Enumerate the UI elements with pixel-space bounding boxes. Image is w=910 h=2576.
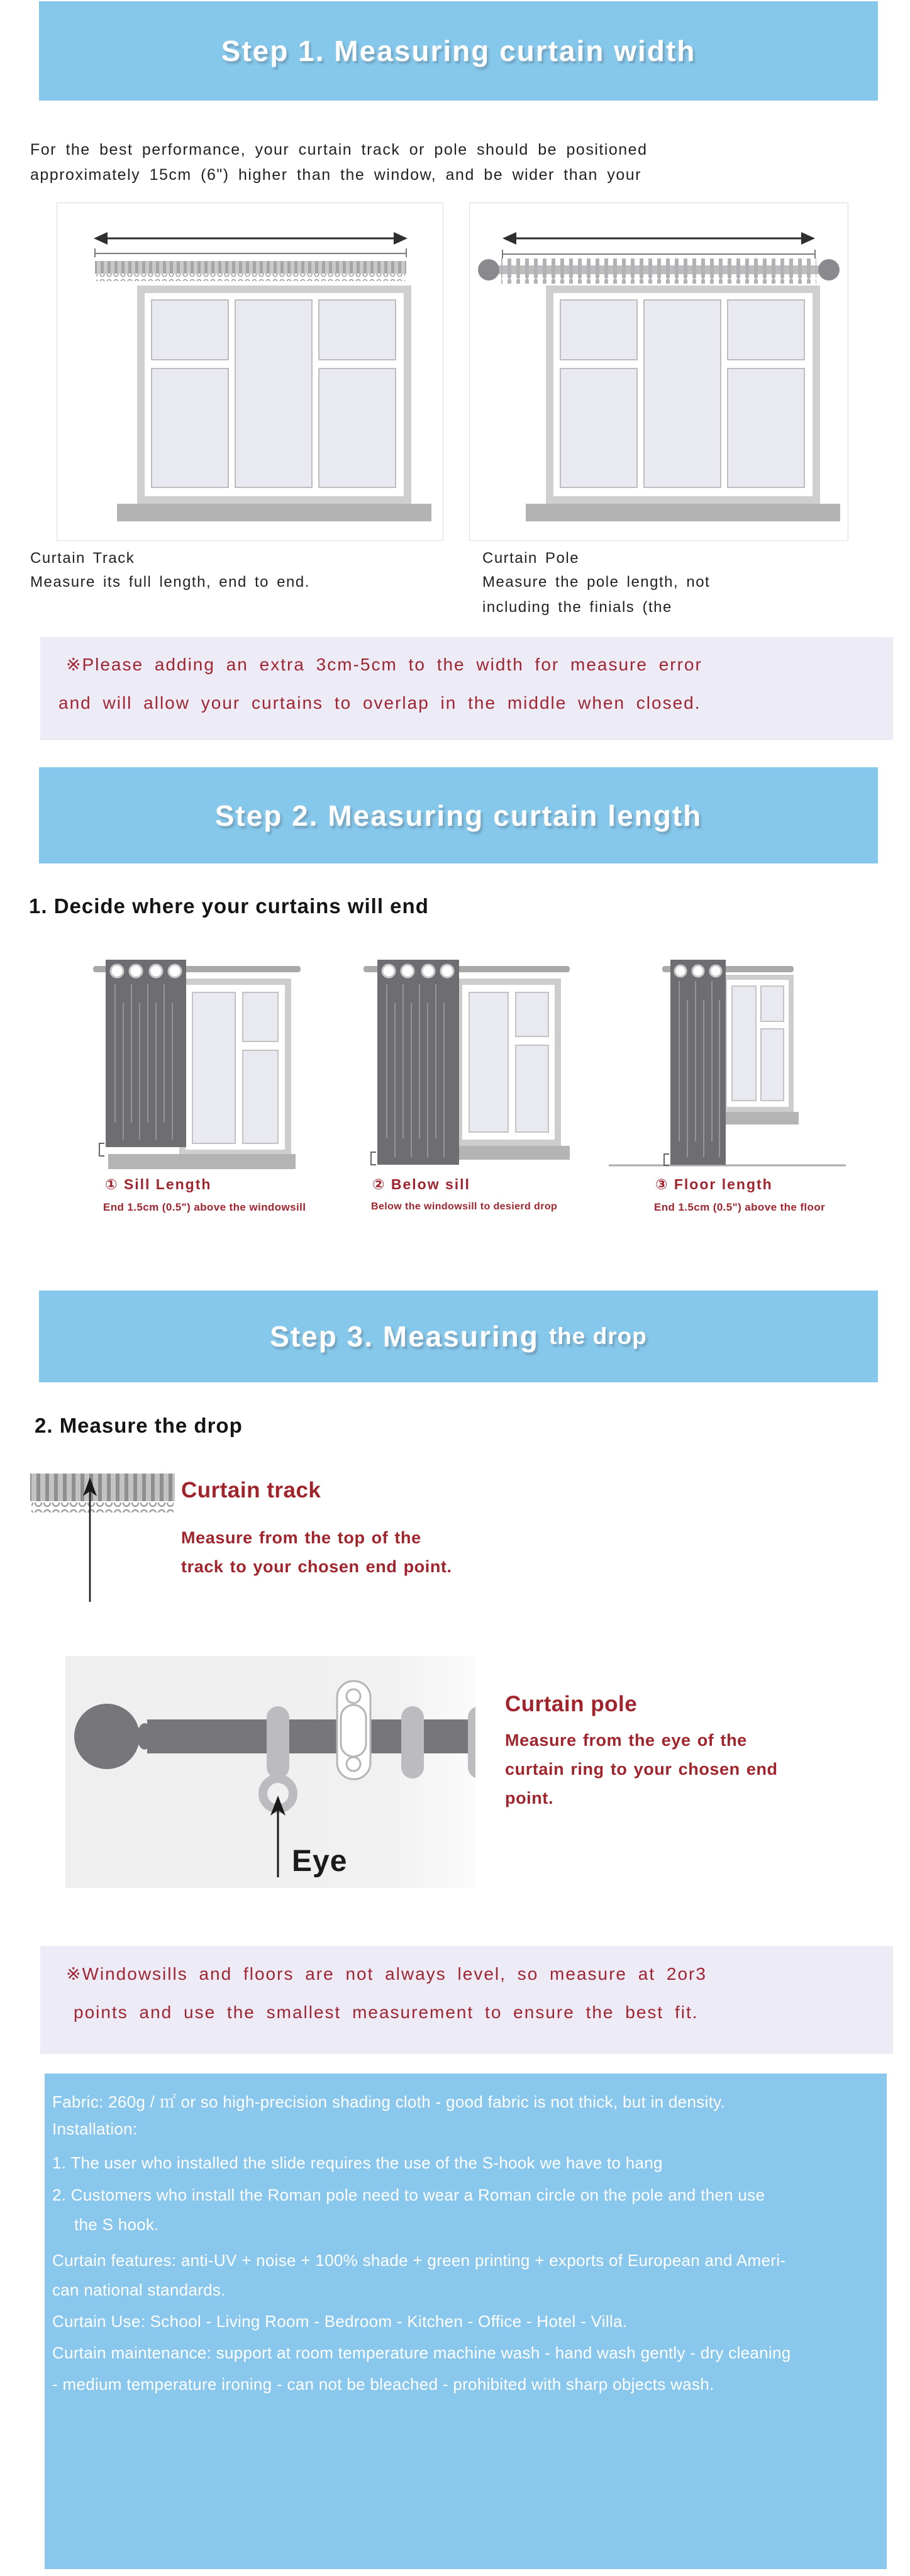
option3-desc: End 1.5cm (0.5") above the floor bbox=[654, 1201, 826, 1213]
detail-maintenance-2: - medium temperature ironing - can not be bleached - prohibited with sharp objects wash. bbox=[52, 2375, 714, 2394]
width-note-box bbox=[40, 637, 893, 740]
width-note-line2: and will allow your curtains to overlap in the middle when closed. bbox=[58, 693, 701, 713]
pole-caption-title: Curtain Pole bbox=[482, 550, 580, 567]
measure-mark bbox=[664, 1154, 669, 1165]
pole-drop-graphic bbox=[65, 1656, 475, 1888]
step1-banner bbox=[39, 1, 878, 101]
detail-use: Curtain Use: School - Living Room - Bedroom - Kitchen - Office - Hotel - Villa. bbox=[52, 2312, 628, 2331]
curtain-track-diagram bbox=[57, 203, 443, 541]
finial-icon bbox=[818, 259, 840, 280]
sill-length-scene bbox=[93, 960, 301, 1169]
window-graphic bbox=[456, 979, 561, 1146]
pole-drop-title: Curtain pole bbox=[505, 1692, 638, 1716]
curtain-pole-graphic bbox=[478, 258, 840, 284]
curtain-track-graphic bbox=[95, 261, 406, 281]
finial-icon bbox=[74, 1704, 140, 1769]
option3-title: ③ Floor length bbox=[655, 1176, 773, 1192]
windowsill-graphic bbox=[117, 504, 431, 521]
track-drop-line2: track to your chosen end point. bbox=[181, 1557, 452, 1576]
pole-drop-line1: Measure from the eye of the bbox=[505, 1731, 747, 1750]
pole-drop-line3: point. bbox=[505, 1789, 554, 1807]
window-graphic bbox=[179, 979, 291, 1156]
curtain-graphic bbox=[106, 960, 186, 1147]
drop-note-line1: ※Windowsills and floors are not always level, so measure at 2or3 bbox=[66, 1964, 707, 1984]
pole-caption-body2: including the finials (the bbox=[482, 599, 672, 616]
windowsill-graphic bbox=[459, 1146, 570, 1160]
step1-banner-title: Step 1. Measuring curtain width bbox=[221, 35, 696, 67]
step3-banner-title: Step 3. Measuring bbox=[270, 1320, 539, 1353]
curtain-ring-graphic bbox=[267, 1706, 289, 1779]
drop-note-box bbox=[40, 1946, 893, 2054]
option1-title: ① Sill Length bbox=[105, 1176, 212, 1192]
curtain-pole-window-graphic bbox=[470, 203, 848, 540]
step1-intro-line2: approximately 15cm (6") higher than the window, and be wider than your bbox=[30, 166, 641, 184]
curtain-pole-diagram bbox=[469, 203, 848, 541]
windowsill-graphic bbox=[526, 504, 840, 521]
width-note-line1: ※Please adding an extra 3cm-5cm to the width for measure error bbox=[66, 655, 702, 674]
drop-note-line2: points and use the smallest measurement to ensure the best fit. bbox=[74, 2002, 699, 2022]
width-double-arrow-icon bbox=[502, 232, 815, 245]
measure-bracket bbox=[502, 250, 815, 258]
pole-caption-body1: Measure the pole length, not bbox=[482, 574, 711, 591]
detail-features-2: can national standards. bbox=[52, 2280, 226, 2299]
measure-mark bbox=[371, 1152, 376, 1165]
detail-fabric: Fabric: 260g / ㎡ or so high-precision shading cloth - good fabric is not thick, but in density. bbox=[52, 2092, 725, 2111]
track-caption-title: Curtain Track bbox=[30, 550, 135, 567]
option1-desc: End 1.5cm (0.5") above the windowsill bbox=[103, 1201, 306, 1213]
step3-banner bbox=[39, 1291, 878, 1382]
length-options-graphic bbox=[0, 956, 910, 1173]
detail-install-1: 1. The user who installed the slide requires the use of the S-hook we have to hang bbox=[52, 2153, 663, 2172]
curtain-graphic bbox=[377, 960, 459, 1165]
windowsill-graphic bbox=[108, 1154, 296, 1169]
track-caption-body: Measure its full length, end to end. bbox=[30, 574, 310, 591]
width-double-arrow-icon bbox=[94, 232, 408, 245]
grommets bbox=[675, 965, 721, 977]
step2-heading: 1. Decide where your curtains will end bbox=[29, 894, 429, 918]
window-graphic bbox=[546, 286, 820, 504]
option2-desc: Below the windowsill to desierd drop bbox=[371, 1201, 558, 1212]
windowsill-graphic bbox=[725, 1112, 799, 1124]
track-drop-title: Curtain track bbox=[181, 1478, 321, 1502]
finial-icon bbox=[478, 259, 499, 280]
window-graphic bbox=[722, 975, 794, 1112]
measure-bracket bbox=[95, 248, 406, 257]
below-sill-scene bbox=[363, 960, 570, 1165]
step2-banner-title: Step 2. Measuring curtain length bbox=[214, 799, 702, 832]
detail-maintenance: Curtain maintenance: support at room temperature machine wash - hand wash gently - dry cleaning bbox=[52, 2343, 791, 2362]
step2-banner bbox=[39, 767, 878, 863]
step1-intro-line1: For the best performance, your curtain track or pole should be positioned bbox=[30, 141, 648, 158]
pole-drop-panel bbox=[65, 1656, 475, 1888]
wall-bracket-graphic bbox=[337, 1681, 370, 1779]
option2-title: ② Below sill bbox=[372, 1176, 470, 1192]
detail-install-2b: the S hook. bbox=[74, 2215, 159, 2234]
track-drop-graphic bbox=[25, 1468, 189, 1604]
step3-heading: 2. Measure the drop bbox=[35, 1414, 243, 1437]
measure-mark bbox=[99, 1143, 104, 1156]
eye-label: Eye bbox=[292, 1845, 348, 1878]
curtain-graphic bbox=[670, 960, 726, 1165]
detail-installation: Installation: bbox=[52, 2119, 138, 2138]
track-drop-line1: Measure from the top of the bbox=[181, 1528, 421, 1547]
floor-length-scene bbox=[609, 960, 846, 1165]
curtain-ring-graphic bbox=[468, 1706, 475, 1779]
curtain-track-window-graphic bbox=[57, 203, 443, 540]
detail-install-2: 2. Customers who install the Roman pole need to wear a Roman circle on the pole and then use bbox=[52, 2185, 765, 2204]
curtain-ring-graphic bbox=[401, 1706, 424, 1779]
detail-features: Curtain features: anti-UV + noise + 100% shade + green printing + exports of European and Ameri- bbox=[52, 2251, 786, 2270]
pole-drop-line2: curtain ring to your chosen end bbox=[505, 1760, 778, 1779]
window-graphic bbox=[137, 286, 411, 504]
step3-banner-subtitle: the drop bbox=[548, 1323, 647, 1349]
curtain-track-graphic bbox=[30, 1474, 175, 1513]
